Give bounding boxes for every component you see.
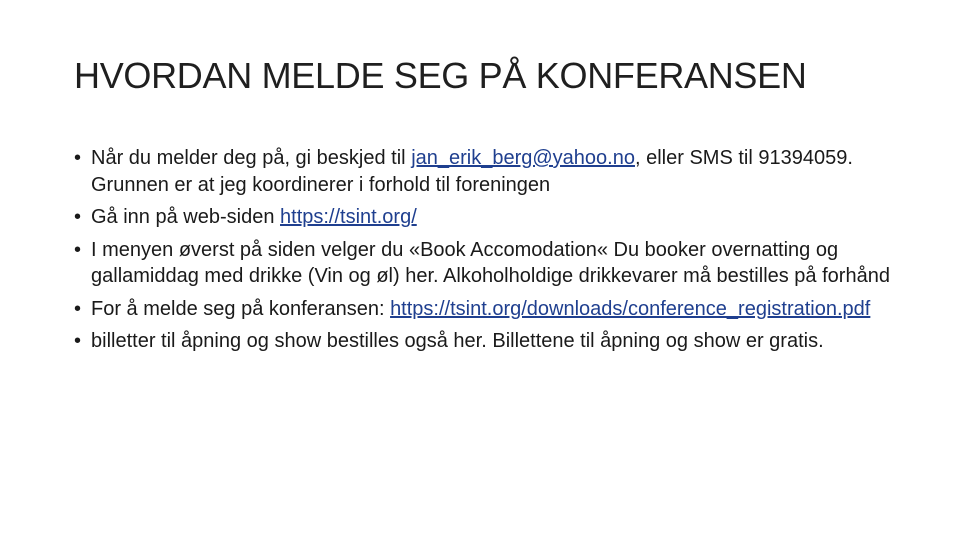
bullet-dot: • <box>74 297 82 320</box>
slide-title: HVORDAN MELDE SEG PÅ KONFERANSEN <box>74 55 807 96</box>
bullet-text: , eller SMS til 91394059. Grunnen er at jeg koordinerer i forhold til foreningen <box>91 147 853 196</box>
bullet-dot: • <box>74 238 82 261</box>
bullet-item-registration <box>74 296 894 323</box>
bullet-text: Når du melder deg på, gi beskjed til <box>91 147 412 169</box>
bullet-dot: • <box>74 330 82 352</box>
bullet-text: Gå inn på web-siden <box>91 206 281 228</box>
bullet-item-menu <box>74 237 894 290</box>
registration-pdf-link[interactable]: https://tsint.org/downloads/conference_registration.pdf <box>390 297 871 320</box>
bullet-item-email <box>74 145 894 198</box>
bullet-list <box>74 145 894 355</box>
bullet-text: billetter til åpning og show bestilles også her. Billettene til åpning og show er gratis. <box>91 330 824 352</box>
email-link[interactable]: jan_erik_berg@yahoo.no <box>411 147 635 169</box>
bullet-item-tickets <box>74 328 894 355</box>
bullet-dot: • <box>74 147 82 169</box>
bullet-dot: • <box>74 206 82 228</box>
bullet-text: I menyen øverst på siden velger du «Book Accomodation« Du booker overnatting og gallamiddag med drikke (Vin og øl) her. Alkoholholdige drikkevarer må bestilles på forhånd <box>91 238 890 287</box>
slide-content <box>74 145 894 361</box>
bullet-text: For å melde seg på konferansen: <box>91 297 391 320</box>
website-link[interactable]: https://tsint.org/ <box>280 206 417 228</box>
bullet-item-website <box>74 204 894 231</box>
